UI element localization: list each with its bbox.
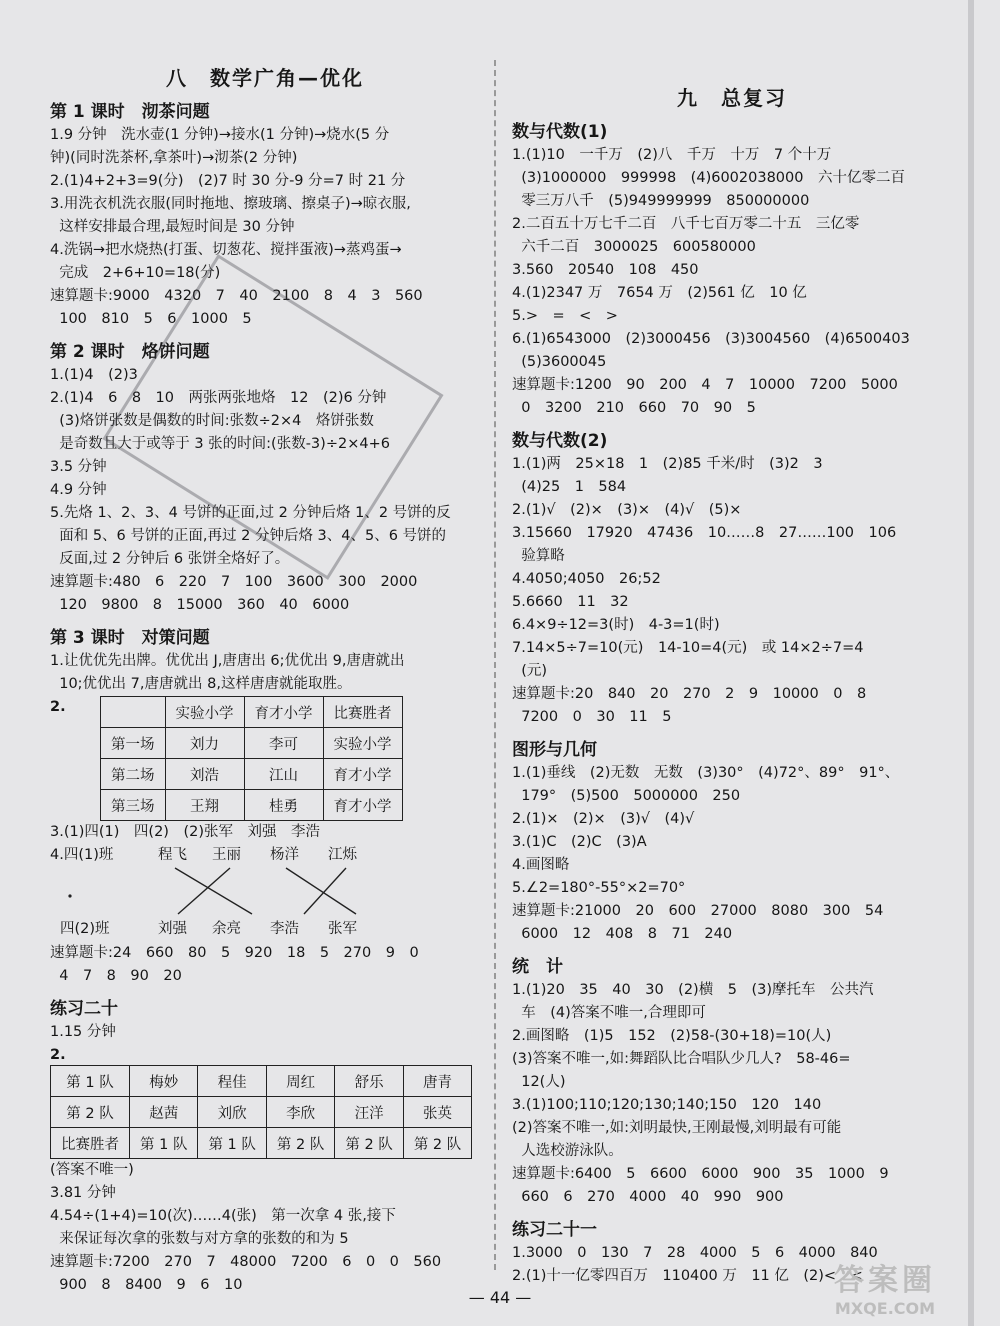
table-cell: 第 2 队 — [403, 1128, 471, 1159]
class-b-name: 李浩 — [270, 921, 299, 937]
answer-line: 1.(1)10 一千万 (2)八 千万 十万 7 个十万 — [512, 147, 832, 163]
review-section-answers — [512, 453, 952, 729]
table-row — [101, 759, 403, 790]
table-cell: 第 2 队 — [266, 1128, 334, 1159]
answer-line: 4.洗锅→把水烧热(打蛋、切葱花、搅拌蛋液)→蒸鸡蛋→ — [50, 242, 402, 258]
answer-line: 0 3200 210 660 70 90 5 — [512, 400, 756, 416]
answer-line: 4.54÷(1+4)=10(次)……4(张) 第一次拿 4 张,接下 — [50, 1208, 396, 1224]
table-cell: 李可 — [244, 728, 323, 759]
class-b-name: 刘强 — [158, 921, 187, 937]
answer-line: 1.9 分钟 洗水壶(1 分钟)→接水(1 分钟)→烧水(5 分 — [50, 127, 390, 143]
class-a-name: 江烁 — [328, 847, 357, 863]
answer-line: 6.4×9÷12=3(时) 4-3=1(时) — [512, 617, 720, 633]
answer-line: 速算题卡:21000 20 600 27000 8080 300 54 — [512, 903, 884, 919]
table-cell — [101, 697, 166, 728]
answer-line: 验算略 — [512, 548, 565, 564]
answer-line: 660 6 270 4000 40 990 900 — [512, 1189, 784, 1205]
column-divider — [494, 60, 496, 1270]
table-cell: 第 2 队 — [51, 1097, 130, 1128]
answer-line: 5.∠2=180°-55°×2=70° — [512, 880, 686, 896]
class-a-name: 杨洋 — [270, 847, 299, 863]
table-cell: 实验小学 — [323, 728, 402, 759]
table-cell: 程佳 — [198, 1066, 266, 1097]
answer-line: 速算题卡:6400 5 6600 6000 900 35 1000 9 — [512, 1166, 889, 1182]
lesson-3-q2 — [50, 696, 480, 821]
answer-line: (答案不唯一) — [50, 1162, 134, 1178]
table-cell: 育才小学 — [244, 697, 323, 728]
matching-lines — [50, 844, 480, 964]
answer-line: 速算题卡:9000 4320 7 40 2100 8 4 3 560 — [50, 288, 423, 304]
answer-line: 6.(1)6543000 (2)3000456 (3)3004560 (4)6500403 — [512, 331, 910, 347]
answer-line: 100 810 5 6 1000 5 — [50, 311, 252, 327]
answer-line: 12(人) — [512, 1074, 566, 1090]
matching-diagram — [50, 844, 480, 964]
review-section-answers — [512, 762, 952, 946]
table-cell: 第三场 — [101, 790, 166, 821]
lesson-3-title: 第 3 课时 对策问题 — [50, 628, 210, 648]
practice-20-q2 — [50, 1044, 480, 1067]
class-b-label: 四(2)班 — [60, 921, 110, 937]
answer-line: (元) — [512, 663, 548, 679]
table-cell: 刘欣 — [198, 1097, 266, 1128]
table-cell: 比赛胜者 — [323, 697, 402, 728]
answer-line: 3.560 20540 108 450 — [512, 262, 699, 278]
answer-line: 4.9 分钟 — [50, 482, 107, 498]
review-section-title: 数与代数(2) — [512, 431, 608, 451]
table-cell: 汪洋 — [335, 1097, 403, 1128]
table-row — [51, 1097, 472, 1128]
answer-line: 反面,过 2 分钟后 6 张饼全烙好了。 — [50, 551, 290, 567]
table-cell: 梅妙 — [130, 1066, 198, 1097]
question-number: 2. — [50, 1047, 66, 1063]
unit-title-8: 八 数学广角—优化 — [166, 66, 364, 90]
table-cell: 育才小学 — [323, 759, 402, 790]
answer-line: 3.(1)100;110;120;130;140;150 120 140 — [512, 1097, 822, 1113]
unit-title-9: 九 总复习 — [677, 86, 787, 110]
answer-line: 来保证每次拿的张数与对方拿的张数的和为 5 — [50, 1231, 349, 1247]
table-cell: 赵茜 — [130, 1097, 198, 1128]
table-cell: 周红 — [266, 1066, 334, 1097]
answer-line: 钟)(同时洗茶杯,拿茶叶)→沏茶(2 分钟) — [50, 150, 298, 166]
table-cell: 第 1 队 — [130, 1128, 198, 1159]
table-cell: 比赛胜者 — [51, 1128, 130, 1159]
answer-line: 2.(1)4+2+3=9(分) (2)7 时 30 分-9 分=7 时 21 分 — [50, 173, 406, 189]
answer-line: 4.4050;4050 26;52 — [512, 571, 661, 587]
lesson-3-q3: 3.(1)四(1) 四(2) (2)张军 刘强 李浩 — [50, 824, 320, 840]
answer-line: 速算题卡:7200 270 7 48000 7200 6 0 0 560 — [50, 1254, 442, 1270]
table-cell: 唐青 — [403, 1066, 471, 1097]
answer-line: (3)答案不唯一,如:舞蹈队比合唱队少几人? 58-46= — [512, 1051, 851, 1067]
answer-line: 179° (5)500 5000000 250 — [512, 788, 741, 804]
table-cell: 江山 — [244, 759, 323, 790]
answer-line: 速算题卡:20 840 20 270 2 9 10000 0 8 — [512, 686, 867, 702]
practice-20-answers — [50, 1159, 480, 1297]
answer-line: (4)25 1 584 — [512, 479, 627, 495]
answer-line: 7.14×5÷7=10(元) 14-10=4(元) 或 14×2÷7=4 — [512, 640, 864, 656]
answer-line: 10;优优出 7,唐唐就出 8,这样唐唐就能取胜。 — [50, 676, 352, 692]
practice-20-title: 练习二十 — [50, 999, 118, 1019]
answer-line: 4.画图略 — [512, 857, 570, 873]
table-cell: 桂勇 — [244, 790, 323, 821]
match-schedule-table — [100, 696, 403, 821]
answer-line: 面和 5、6 号饼的正面,再过 2 分钟后烙 3、4、5、6 号饼的 — [50, 528, 447, 544]
team-match-table — [50, 1065, 472, 1159]
answer-line: 3.(1)C (2)C (3)A — [512, 834, 647, 850]
table-row — [51, 1066, 472, 1097]
answer-line: 1.(1)两 25×18 1 (2)85 千米/时 (3)2 3 — [512, 456, 823, 472]
question-number: 2. — [50, 699, 66, 715]
answer-line: 速算题卡:1200 90 200 4 7 10000 7200 5000 — [512, 377, 898, 393]
table-cell: 第 1 队 — [51, 1066, 130, 1097]
answer-line: 2.(1)十一亿零四百万 110400 万 11 亿 (2)< < — [512, 1268, 863, 1284]
answer-line: 这样安排最合理,最短时间是 30 分钟 — [50, 219, 295, 235]
table-cell: 育才小学 — [323, 790, 402, 821]
lesson-3-answers — [50, 650, 480, 696]
answer-line: 1.(1)20 35 40 30 (2)横 5 (3)摩托车 公共汽 — [512, 982, 874, 998]
answer-line: 速算题卡:480 6 220 7 100 3600 300 2000 — [50, 574, 418, 590]
review-section-title: 图形与几何 — [512, 740, 597, 760]
class-a-label: 4.四(1)班 — [50, 847, 114, 863]
table-cell: 张英 — [403, 1097, 471, 1128]
answer-line: 人选校游泳队。 — [512, 1143, 623, 1159]
answer-line: 1.(1)4 (2)3 — [50, 367, 138, 383]
answer-line: 3.5 分钟 — [50, 459, 107, 475]
answer-line: 3.用洗衣机洗衣服(同时拖地、擦玻璃、擦桌子)→晾衣服, — [50, 196, 411, 212]
answer-line: 6000 12 408 8 71 240 — [512, 926, 733, 942]
answer-line: 5.6660 11 32 — [512, 594, 629, 610]
left-column — [50, 52, 480, 1297]
answer-line: 3.15660 17920 47436 10……8 27……100 106 — [512, 525, 897, 541]
table-cell: 王翔 — [165, 790, 244, 821]
answer-line: 4.(1)2347 万 7654 万 (2)561 亿 10 亿 — [512, 285, 807, 301]
right-column — [512, 52, 952, 1288]
answer-line: 2.(1)√ (2)× (3)× (4)√ (5)× — [512, 502, 742, 518]
answer-line: 900 8 8400 9 6 10 — [50, 1277, 243, 1293]
answer-line: 2.(1)× (2)× (3)√ (4)√ — [512, 811, 695, 827]
class-a-name: 王丽 — [212, 847, 241, 863]
class-a-name: 程飞 — [158, 847, 187, 863]
review-sections — [512, 117, 952, 1288]
table-cell: 第一场 — [101, 728, 166, 759]
table-cell: 第 2 队 — [335, 1128, 403, 1159]
table-row — [101, 790, 403, 821]
table-row — [101, 728, 403, 759]
review-section-answers — [512, 144, 952, 420]
answer-line: 2.画图略 (1)5 152 (2)58-(30+18)=10(人) — [512, 1028, 832, 1044]
answer-line: 7200 0 30 11 5 — [512, 709, 672, 725]
practice-20-q1: 1.15 分钟 — [50, 1024, 116, 1040]
page-spine — [968, 0, 974, 1326]
class-b-name: 张军 — [328, 921, 357, 937]
table-row — [101, 697, 403, 728]
answer-line: 速算题卡:24 660 80 5 920 18 5 270 9 0 — [50, 945, 419, 961]
answer-line: 六千二百 3000025 600580000 — [512, 239, 756, 255]
lesson-2-title: 第 2 课时 烙饼问题 — [50, 342, 210, 362]
answer-line: 1.(1)垂线 (2)无数 无数 (3)30° (4)72°、89° 91°、 — [512, 765, 900, 781]
table-cell: 第 1 队 — [198, 1128, 266, 1159]
answer-line: 2.(1)4 6 8 10 两张两张地烙 12 (2)6 分钟 — [50, 390, 387, 406]
answer-line: (3)烙饼张数是偶数的时间:张数÷2×4 烙饼张数 — [50, 413, 374, 429]
answer-line: 2.二百五十万七千二百 八千七百万零二十五 三亿零 — [512, 216, 860, 232]
answer-line: 车 (4)答案不唯一,合理即可 — [512, 1005, 706, 1021]
review-section-title: 练习二十一 — [512, 1220, 597, 1240]
answer-line: 5.先烙 1、2、3、4 号饼的正面,过 2 分钟后烙 1、2 号饼的反 — [50, 505, 451, 521]
review-section-title: 统 计 — [512, 957, 563, 977]
table-cell: 刘浩 — [165, 759, 244, 790]
table-cell: 实验小学 — [165, 697, 244, 728]
table-cell: 第二场 — [101, 759, 166, 790]
table-cell: 刘力 — [165, 728, 244, 759]
answer-line: 零三万八千 (5)949999999 850000000 — [512, 193, 810, 209]
answer-line: (2)答案不唯一,如:刘明最快,王刚最慢,刘明最有可能 — [512, 1120, 842, 1136]
table-cell: 舒乐 — [335, 1066, 403, 1097]
answer-line: 120 9800 8 15000 360 40 6000 — [50, 597, 350, 613]
answer-line: 1.让优优先出牌。优优出 J,唐唐出 6;优优出 9,唐唐就出 — [50, 653, 405, 669]
page-number: — 44 — — [468, 1288, 532, 1307]
table-row — [51, 1128, 472, 1159]
answer-line: 是奇数且大于或等于 3 张的时间:(张数-3)÷2×4+6 — [50, 436, 390, 452]
answer-line: 4 7 8 90 20 — [50, 968, 182, 984]
class-b-name: 余亮 — [212, 921, 241, 937]
answer-line: 1.3000 0 130 7 28 4000 5 6 4000 840 — [512, 1245, 878, 1261]
lesson-1-title: 第 1 课时 沏茶问题 — [50, 102, 210, 122]
answer-line: 完成 2+6+10=18(分) — [50, 265, 221, 281]
table-cell: 李欣 — [266, 1097, 334, 1128]
watermark-logo: 答案圈 MXQE.COM — [834, 1263, 936, 1318]
answer-line: (5)3600045 — [512, 354, 607, 370]
answer-line: 5.> = < > — [512, 308, 618, 324]
review-section-title: 数与代数(1) — [512, 122, 608, 142]
answer-line: 3.81 分钟 — [50, 1185, 116, 1201]
answer-line: (3)1000000 999998 (4)6002038000 六十亿零二百 — [512, 170, 905, 186]
review-section-answers — [512, 979, 952, 1209]
